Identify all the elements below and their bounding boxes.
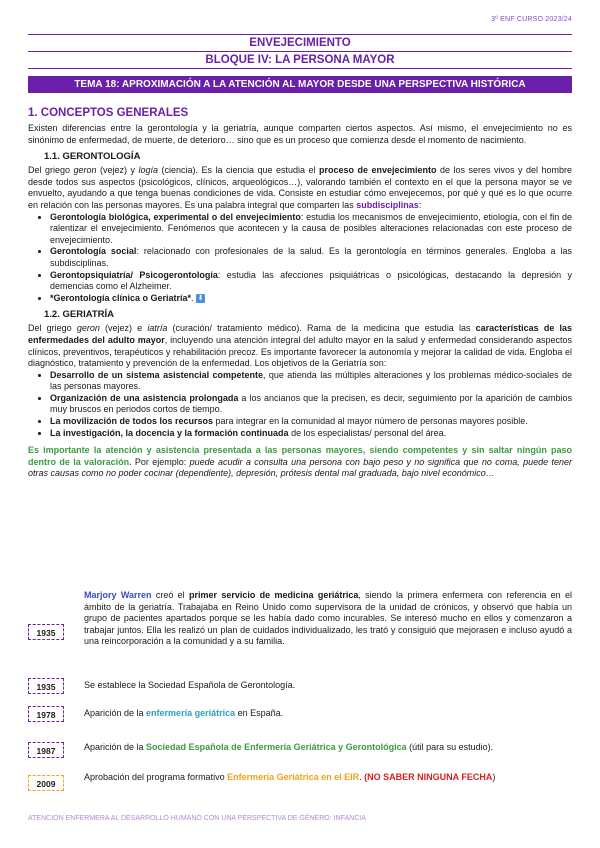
- list-item: • Gerontología social: relacionado con profesionales de la salud. Es la gerontología en términos generales. Engloba a las subdisciplinas.: [50, 246, 572, 269]
- timeline-entry: [28, 706, 572, 724]
- timeline-entry: [28, 772, 572, 798]
- list-item: • Gerontología biológica, experimental o del envejecimiento: estudia los mecanismos de envejecimiento, etiología, con el fin de ralentizar el envejecimiento. Fenómenos que acontecen y la causa de posibles alteraciones relacionadas con este proceso de envejecimiento.: [50, 212, 572, 247]
- timeline-entry: [28, 590, 572, 670]
- list-item: • La movilización de todos los recursos para integrar en la comunidad al mayor número de personas mayores posible.: [50, 416, 572, 428]
- year-badge: 2009: [28, 775, 64, 791]
- gerontologia-heading: 1.1. GERONTOLOGÍA: [44, 151, 141, 163]
- page-footer: ATENCIÓN ENFERMERA AL DESARROLLO HUMANO CON UNA PERSPECTIVA DE GÉNERO: INFANCIA: [28, 815, 366, 822]
- list-item: • La investigación, la docencia y la formación continuada de los especialistas/ personal del área.: [50, 428, 572, 440]
- timeline-text: Aprobación del programa formativo Enfermería Geriátrica en el EIR. (NO SABER NINGUNA FECHA): [84, 772, 496, 782]
- timeline-text: Aparición de la enfermería geriátrica en España.: [84, 708, 284, 718]
- objectives-list: [28, 370, 572, 440]
- list-item: • Organización de una asistencia prolongada a los ancianos que la precisen, es decir, seguimiento por la aparición de cambios muy bruscos en periodos cortos de tiempo.: [50, 393, 572, 416]
- topic-title: TEMA 18: APROXIMACIÓN A LA ATENCIÓN AL MAYOR DESDE UNA PERSPECTIVA HISTÓRICA: [28, 76, 572, 93]
- intro-paragraph: Existen diferencias entre la gerontología y la geriatría, aunque comparten ciertos aspectos. Así mismo, el envejecimiento no es sinónimo de enfermedad, de muerte, de deterioro… sino que es un proceso que comienza desde el momento de nacimiento.: [28, 123, 572, 145]
- year-badge: 1935: [28, 678, 64, 694]
- subdisciplines-list: [28, 212, 572, 305]
- year-badge: 1935: [28, 624, 64, 640]
- main-title: ENVEJECIMIENTO: [28, 34, 572, 52]
- geriatria-paragraph: Del griego geron (vejez) e iatría (curación/ tratamiento médico). Rama de la medicina que estudia las características de las enfermedades del adulto mayor, incluyendo una atención integral del adulto mayor en la salud y enfermedad considerando aspectos clínicos, preventivos, terapéuticos y rehabilitación precoz. Es importante favorecer la autonomía y mejorar la calidad de vida. Engloba el diagnóstico, tratamiento y prevención de la enfermedad. Los objetivos de la Geriatría son:: [28, 323, 573, 369]
- list-item: • Gerontopsiquiatría/ Psicogerontología: estudia las afecciones psiquiátricas o psicológicas, destacando la depresión y demencias como el Alzheimer.: [50, 270, 572, 293]
- year-badge: 1978: [28, 706, 64, 722]
- main-content: [28, 106, 572, 480]
- important-note: Es importante la atención y asistencia presentada a las personas mayores, siendo competentes y sin saltar ningún paso dentro de la valoración. Por ejemplo: puede acudir a consulta una persona con bajo peso y no significa que no coma, puede tener otras causas como no poder cocinar (dependiente), depresión, prótesis dental mal graduada, bajo nivel económico…: [28, 445, 572, 479]
- gerontologia-paragraph: Del griego geron (vejez) y logía (ciencia). Es la ciencia que estudia el proceso de envejecimiento de los seres vivos y del hombre desde todos sus aspectos (psicológicos, clínicos, arqueológicos…), valorando también el contexto en el que la persona mayor se ve envuelto, ayudando a que tenga buenas condiciones de vida. Consiste en estudiar cómo envejecemos, por qué y qué es lo que ocurre en relación con las personas mayores. Es una palabra integral que comparten las subdisciplinas:: [28, 165, 572, 210]
- list-item: • *Gerontología clínica o Geriatría*. ⬇: [50, 293, 572, 305]
- year-badge: 1987: [28, 742, 64, 758]
- timeline-text: Aparición de la Sociedad Española de Enfermería Geriátrica y Gerontológica (útil para su estudio).: [84, 742, 494, 752]
- list-item: • Desarrollo de un sistema asistencial competente, que atienda las múltiples alteraciones y los problemas médico-sociales de las personas mayores.: [50, 370, 572, 393]
- timeline-text: Se establece la Sociedad Española de Gerontología.: [84, 680, 296, 690]
- geriatria-heading: 1.2. GERIATRÍA: [44, 309, 115, 321]
- timeline-text: Marjory Warren creó el primer servicio de medicina geriátrica, siendo la primera enfermera con referencia en el ámbito de la geriatría. Trabajaba en Reino Unido como supervisora de la unidad de crónicos, y observó que había un grupo de pacientes apartados porque se les había dado como incurables. Se interesó mucho en ellos y comenzaron a trabajar juntos. Ella les realizó un plan de cuidados individualizado, les trató y consiguió que mejorasen e incluso ayudó a una reincorporación a la comunidad y a su familia.: [84, 590, 573, 647]
- download-icon[interactable]: ⬇: [197, 294, 204, 302]
- timeline-entry: [28, 742, 572, 768]
- block-title: BLOQUE IV: LA PERSONA MAYOR: [28, 52, 572, 69]
- section-heading: 1. CONCEPTOS GENERALES: [28, 107, 189, 119]
- course-tag: 3º ENF CURSO 2023/24: [491, 16, 572, 23]
- timeline-entry: [28, 678, 572, 696]
